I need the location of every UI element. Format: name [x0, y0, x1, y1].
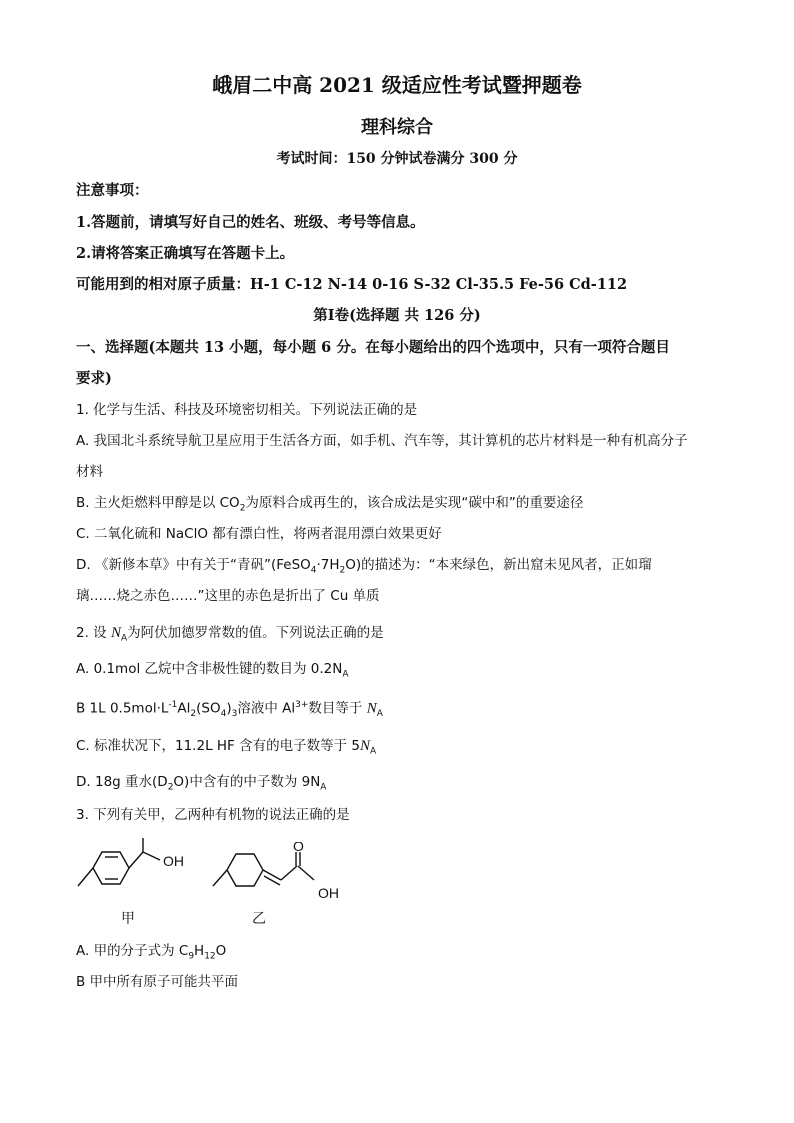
q2-b-sup: -1 [168, 700, 178, 710]
yi-methyl [213, 870, 227, 886]
q1-d-text-post: O)的描述为：“本来绿色，新出窟未见风者，正如瑠 [345, 557, 652, 573]
section-instruction-line2: 要求) [76, 370, 112, 387]
q2-b-close: ) [226, 700, 232, 717]
q2-option-b [76, 696, 734, 723]
q2-b-so4-sub: 4 [220, 709, 227, 720]
q1-d-sub1: 4 [310, 565, 317, 576]
atomic-masses: 可能用到的相对原子质量：H-1 C-12 N-14 0-16 S-32 Cl-35.5 Fe-56 Cd-112 [76, 276, 628, 293]
notice-item-2: 2.请将答案正确填写在答题卡上。 [76, 245, 295, 262]
q3-a-post: O [215, 943, 227, 959]
q2-b-close-sub: 3 [231, 709, 238, 720]
yi-oh-label: OH [318, 885, 339, 901]
q2-a-sub: A [342, 669, 349, 680]
q2-b-al: Al [177, 700, 191, 717]
yi-ring [227, 854, 263, 886]
q2-b-mid-sup: 3+ [295, 700, 309, 710]
jia-c-oh-bond [143, 852, 160, 860]
q1-stem: 1. 化学与生活、科技及环境密切相关。下列说法正确的是 [76, 402, 418, 418]
molecule-jia-structure [72, 836, 202, 904]
notice-item-1: 1.答题前，请填写好自己的姓名、班级、考号等信息。 [76, 214, 425, 231]
exam-title: 峨眉二中高 2021 级适应性考试暨押题卷 [212, 73, 582, 97]
jia-methyl-ring [78, 868, 93, 886]
section-instruction-line1: 一、选择题(本题共 13 小题，每小题 6 分。在每小题给出的四个选项中，只有一项符合题目 [76, 339, 670, 356]
q1-d-text-mid: ·7H [316, 557, 340, 573]
q2-a-pre: A. 0.1mol 乙烷中含非极性键的数目为 0.2N [76, 661, 343, 677]
yi-o-label: O [293, 842, 304, 854]
yi-c-oh-bond [298, 866, 314, 880]
q2-b-n: N [366, 700, 377, 717]
q2-b-post: 数目等于 [308, 700, 363, 717]
q1-option-c: C. 二氧化硫和 NaClO 都有漂白性，将两者混用漂白效果更好 [76, 526, 442, 542]
molecule-yi-structure [208, 842, 368, 910]
q1-option-d-line1 [76, 556, 734, 580]
q2-option-c [76, 737, 734, 761]
q2-c-sub: A [369, 746, 377, 757]
q2-d-pre: D. 18g 重水(D [76, 774, 168, 790]
q2-c-pre: C. 标准状况下，11.2L HF 含有的电子数等于 5 [76, 738, 360, 754]
q2-b-so4: (SO [196, 700, 221, 717]
q2-option-d [76, 773, 734, 797]
q3-option-b: B 甲中所有原子可能共平面 [76, 974, 239, 990]
q3-a-sub1: 9 [188, 951, 195, 962]
q2-stem [76, 624, 734, 648]
q2-b-al-sub: 2 [190, 709, 197, 720]
q1-d-text-pre: D. 《新修本草》中有关于“青矾”(FeSO [76, 557, 311, 573]
q3-a-pre: A. 甲的分子式为 C [76, 943, 189, 959]
q3-a-sub2: 12 [204, 951, 216, 962]
q2-c-n: N [359, 738, 370, 754]
q2-b-pre: B 1L 0.5mol·L [76, 700, 169, 717]
q3-option-a [76, 942, 734, 966]
q3-stem: 3. 下列有关甲，乙两种有机物的说法正确的是 [76, 807, 350, 823]
q1-b-text-pre: B. 主火炬燃料甲醇是以 CO [76, 495, 240, 511]
q1-b-subscript: 2 [239, 503, 246, 514]
jia-oh-label: OH [163, 853, 184, 869]
q2-d-mid: O)中含有的中子数为 9N [173, 774, 321, 790]
q2-b-mid: 溶液中 Al [237, 700, 296, 717]
q2-d-sub1: 2 [167, 782, 174, 793]
q1-option-d-line2: 璃……烧之赤色……”这里的赤色是折出了 Cu 单质 [76, 588, 380, 604]
molecule-jia-label: 甲 [121, 911, 135, 927]
part1-heading: 第Ⅰ卷(选择题 共 126 分) [313, 307, 481, 324]
q1-option-b [76, 494, 734, 518]
q1-option-a-line1: A. 我国北斗系统导航卫星应用于生活各方面，如手机、汽车等，其计算机的芯片材料是一种有机高分子 [76, 433, 688, 449]
q2-option-a [76, 660, 734, 684]
q3-a-h: H [194, 943, 205, 959]
exam-time: 考试时间：150 分钟试卷满分 300 分 [276, 151, 518, 167]
yi-chain [281, 866, 297, 880]
molecule-yi-label: 乙 [252, 911, 266, 927]
q1-option-a-line2: 材料 [76, 464, 103, 480]
q1-d-sub2: 2 [339, 565, 346, 576]
q2-stem-pre: 2. 设 [76, 625, 107, 641]
q2-stem-post: 为阿伏加德罗常数的值。下列说法正确的是 [127, 625, 384, 641]
q2-stem-n: N [110, 625, 121, 641]
exam-subtitle: 理科综合 [361, 117, 433, 138]
q1-b-text-post: 为原料合成再生的，该合成法是实现“碳中和”的重要途径 [245, 495, 584, 511]
notice-heading: 注意事项： [76, 182, 149, 199]
q2-b-n-sub: A [376, 709, 383, 720]
jia-ring-to-chain [129, 852, 143, 868]
q2-stem-sub: A [120, 633, 128, 644]
yi-exo-double-1 [263, 870, 281, 880]
q2-d-sub2: A [320, 782, 327, 793]
